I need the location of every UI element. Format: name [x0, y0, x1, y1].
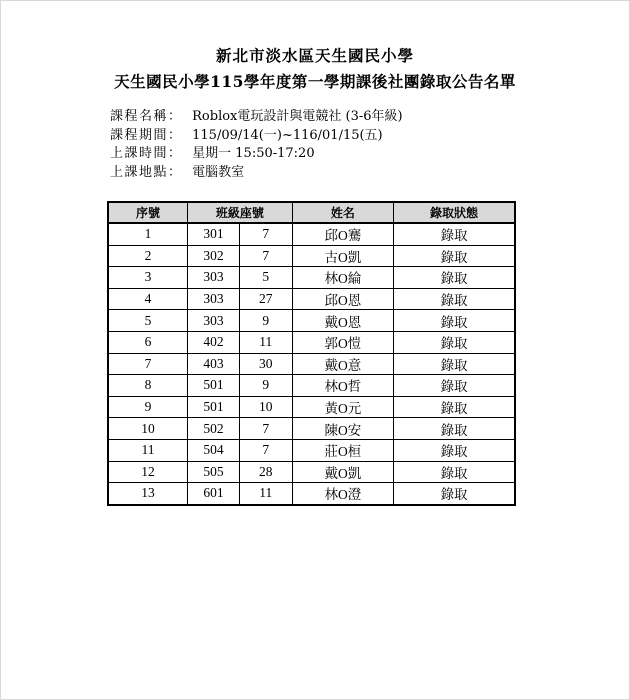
announcement-title: 天生國民小學115學年度第一學期課後社團錄取公告名單: [114, 72, 516, 91]
header-class-seat: 班級座號: [188, 202, 293, 223]
cell-seq: 7: [108, 353, 188, 375]
cell-seq: 13: [108, 483, 188, 505]
cell-seq: 1: [108, 223, 188, 245]
cell-class: 301: [188, 223, 240, 245]
cell-status: 錄取: [394, 353, 515, 375]
cell-seq: 11: [108, 439, 188, 461]
cell-name: 林O綸: [292, 267, 393, 289]
cell-seq: 5: [108, 310, 188, 332]
table-row: [108, 439, 515, 461]
cell-seat: 7: [239, 418, 292, 440]
table-row: [108, 288, 515, 310]
cell-seat: 10: [239, 396, 292, 418]
cell-status: 錄取: [394, 288, 515, 310]
admission-table: [107, 201, 516, 506]
table-row: [108, 375, 515, 397]
cell-name: 林O澄: [292, 483, 393, 505]
course-name-label: 課程名稱：: [110, 109, 183, 124]
class-time-label: 上課時間：: [110, 146, 183, 161]
class-time-row: [110, 145, 403, 164]
cell-seq: 3: [108, 267, 188, 289]
cell-seq: 12: [108, 461, 188, 483]
table-row: [108, 223, 515, 245]
cell-seat: 30: [239, 353, 292, 375]
course-name-row: [110, 108, 403, 127]
cell-status: 錄取: [394, 418, 515, 440]
cell-name: 黃O元: [292, 396, 393, 418]
cell-seat: 27: [239, 288, 292, 310]
cell-status: 錄取: [394, 396, 515, 418]
class-location-value: 電腦教室: [192, 164, 245, 180]
course-period-row: [110, 127, 403, 146]
table-row: [108, 353, 515, 375]
cell-class: 303: [188, 288, 240, 310]
cell-seq: 4: [108, 288, 188, 310]
cell-seat: 9: [239, 310, 292, 332]
table-row: [108, 267, 515, 289]
cell-class: 504: [188, 439, 240, 461]
class-location-row: [110, 164, 403, 183]
cell-class: 501: [188, 396, 240, 418]
table-row: [108, 331, 515, 353]
cell-seq: 10: [108, 418, 188, 440]
class-time-value: 星期一 15:50-17:20: [192, 146, 315, 161]
cell-seat: 11: [239, 483, 292, 505]
cell-status: 錄取: [394, 331, 515, 353]
table-row: [108, 483, 515, 505]
cell-class: 403: [188, 353, 240, 375]
cell-class: 402: [188, 331, 240, 353]
table-row: [108, 461, 515, 483]
cell-seq: 8: [108, 375, 188, 397]
school-title: 新北市淡水區天生國民小學: [215, 46, 414, 65]
cell-class: 502: [188, 418, 240, 440]
cell-name: 莊O桓: [292, 439, 393, 461]
cell-name: 戴O凱: [292, 461, 393, 483]
cell-seat: 9: [239, 375, 292, 397]
cell-status: 錄取: [394, 483, 515, 505]
cell-status: 錄取: [394, 375, 515, 397]
cell-class: 302: [188, 245, 240, 267]
cell-name: 戴O恩: [292, 310, 393, 332]
table-row: [108, 418, 515, 440]
cell-seq: 6: [108, 331, 188, 353]
cell-status: 錄取: [394, 267, 515, 289]
cell-name: 邱O騫: [292, 223, 393, 245]
cell-class: 501: [188, 375, 240, 397]
cell-seat: 7: [239, 223, 292, 245]
cell-seat: 7: [239, 439, 292, 461]
course-name-value: Roblox電玩設計與電競社 (3-6年級): [192, 109, 403, 124]
cell-status: 錄取: [394, 245, 515, 267]
header-seq: 序號: [108, 202, 188, 223]
cell-class: 601: [188, 483, 240, 505]
cell-seat: 5: [239, 267, 292, 289]
cell-seat: 7: [239, 245, 292, 267]
cell-seat: 28: [239, 461, 292, 483]
header-status: 錄取狀態: [394, 202, 515, 223]
table-header-row: [108, 202, 515, 223]
course-info: [110, 108, 403, 182]
cell-seq: 9: [108, 396, 188, 418]
cell-status: 錄取: [394, 223, 515, 245]
table-row: [108, 245, 515, 267]
class-location-label: 上課地點：: [110, 164, 183, 180]
table-row: [108, 396, 515, 418]
cell-seq: 2: [108, 245, 188, 267]
cell-name: 古O凱: [292, 245, 393, 267]
table-row: [108, 310, 515, 332]
cell-name: 林O哲: [292, 375, 393, 397]
cell-status: 錄取: [394, 439, 515, 461]
cell-name: 邱O恩: [292, 288, 393, 310]
cell-class: 505: [188, 461, 240, 483]
cell-seat: 11: [239, 331, 292, 353]
cell-name: 郭O愷: [292, 331, 393, 353]
header-name: 姓名: [292, 202, 393, 223]
cell-class: 303: [188, 267, 240, 289]
cell-name: 戴O意: [292, 353, 393, 375]
cell-class: 303: [188, 310, 240, 332]
course-period-label: 課程期間：: [110, 127, 183, 143]
cell-name: 陳O安: [292, 418, 393, 440]
course-period-value: 115/09/14(一)~116/01/15(五): [192, 127, 383, 143]
cell-status: 錄取: [394, 310, 515, 332]
table-body: [108, 223, 515, 505]
cell-status: 錄取: [394, 461, 515, 483]
